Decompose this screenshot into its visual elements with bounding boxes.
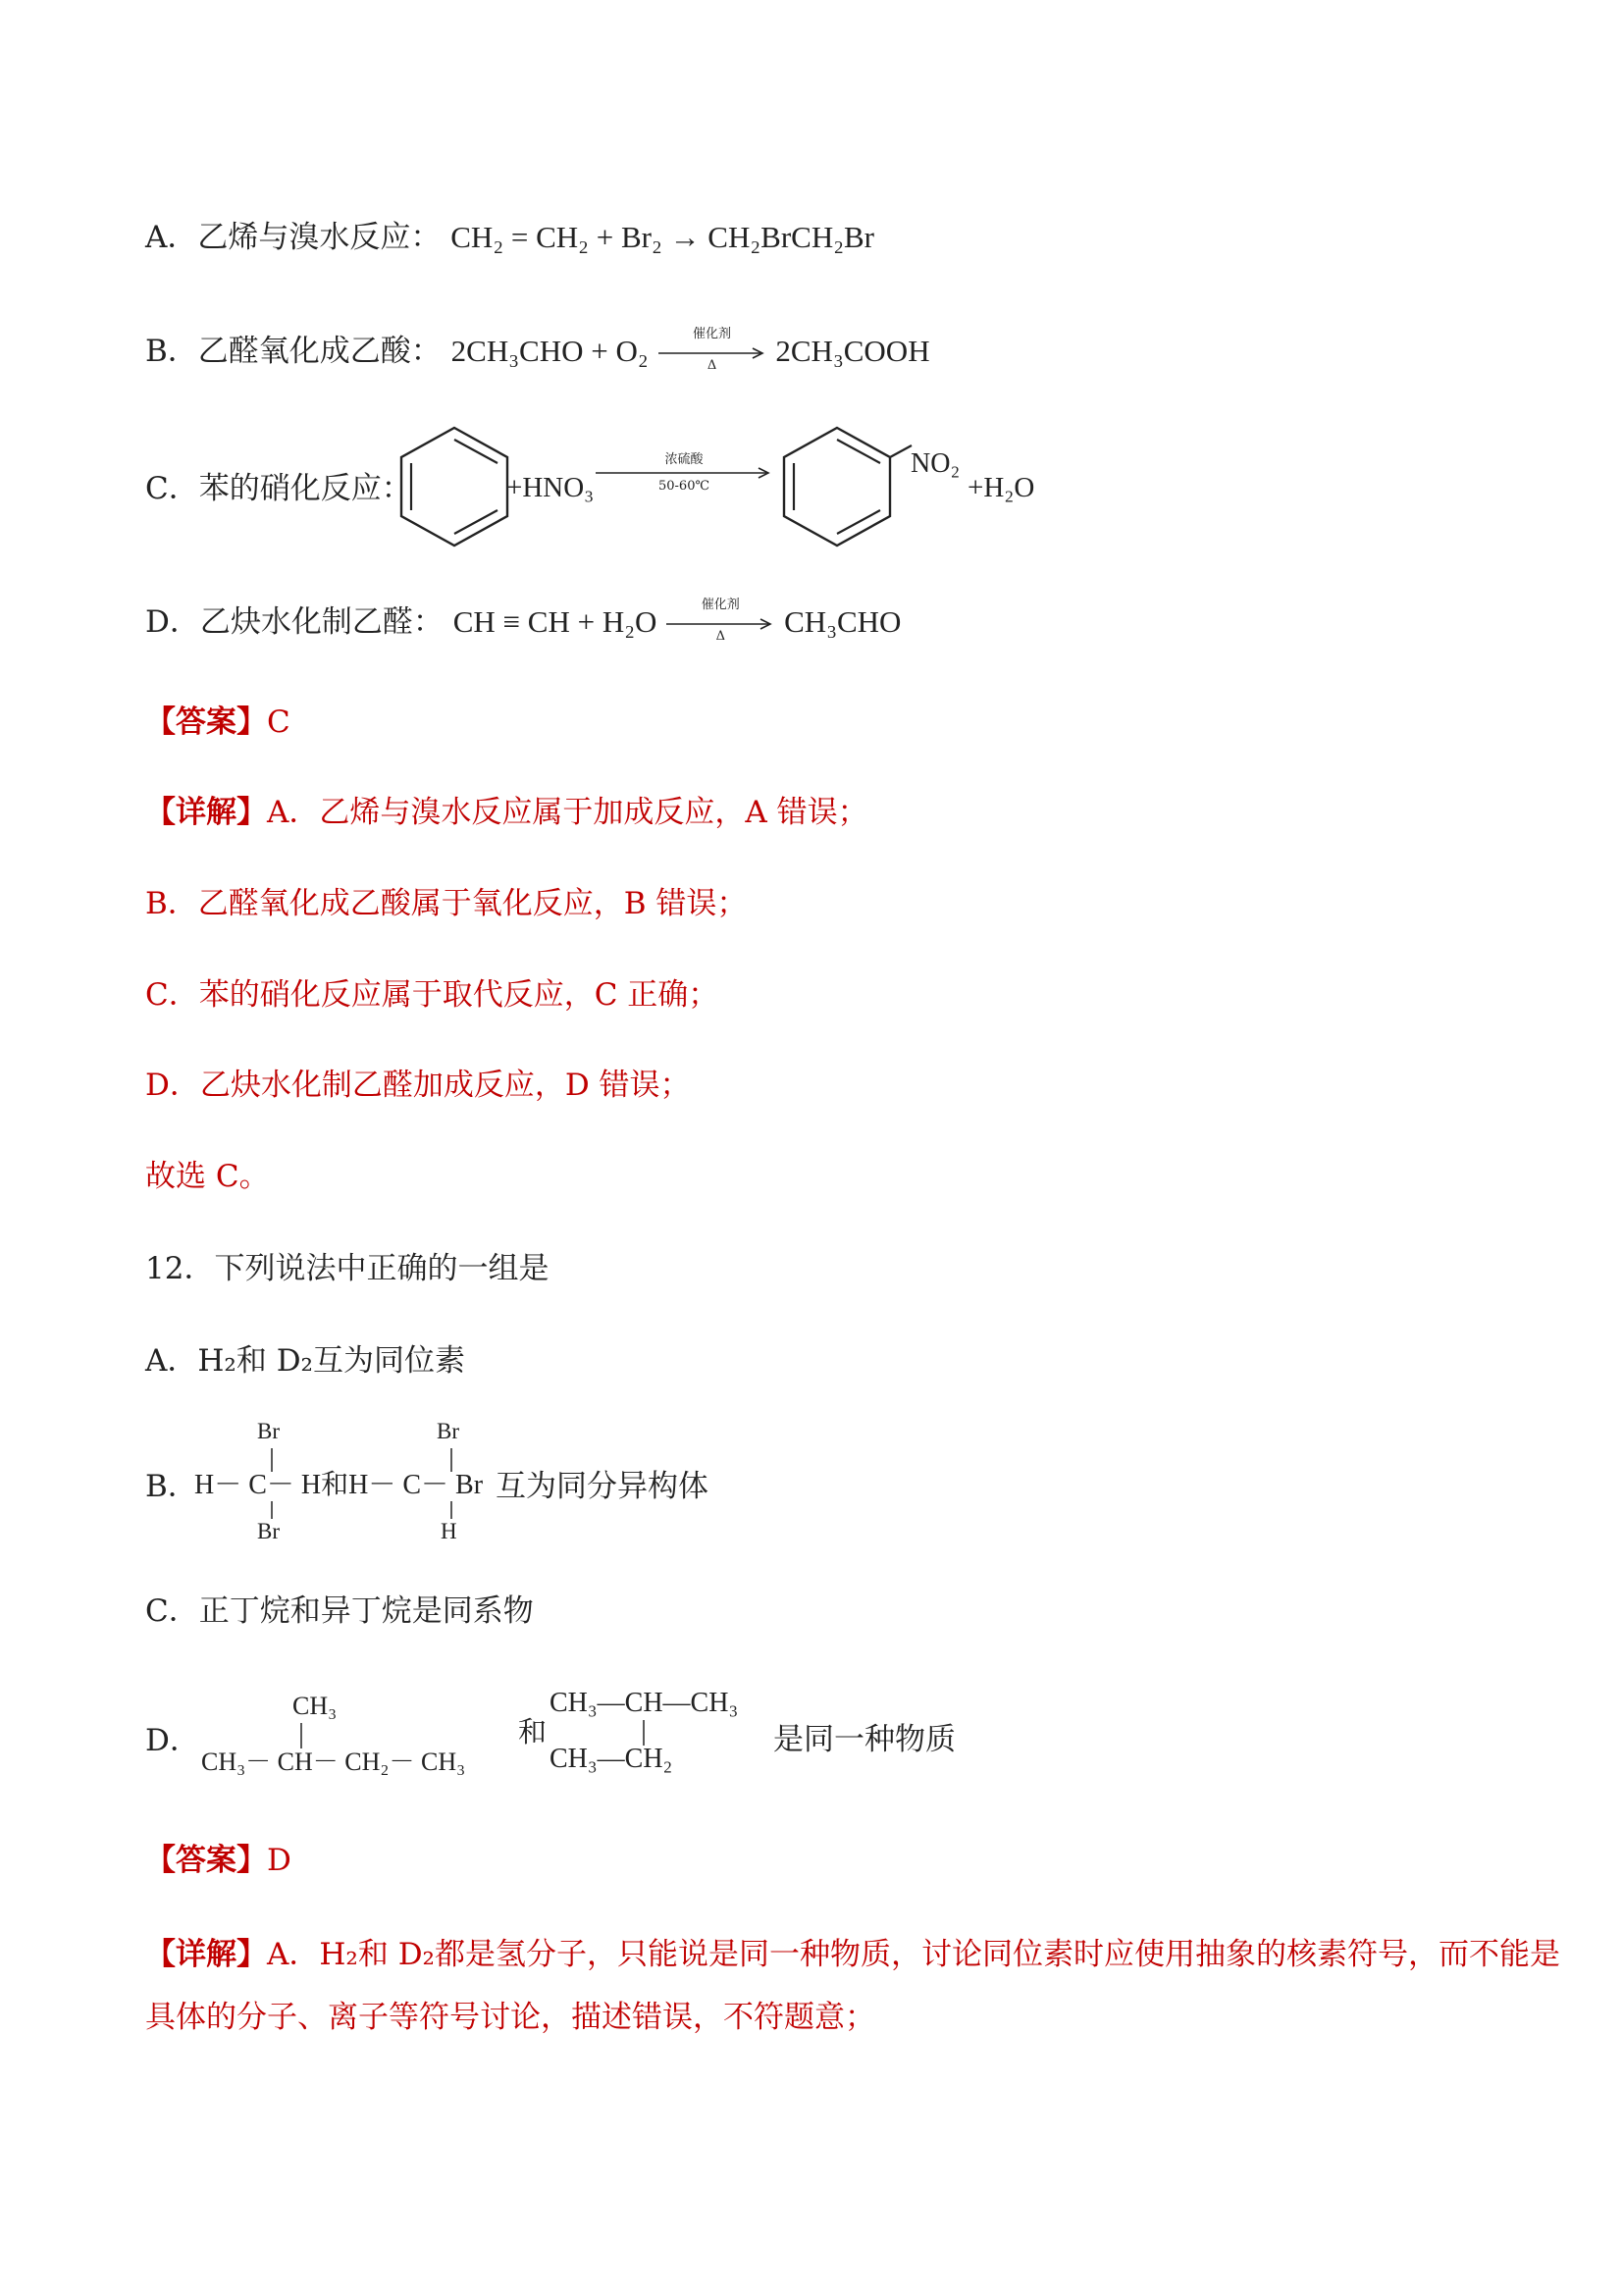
detail-11-b: B．乙醛氧化成乙酸属于氧化反应，B 错误； <box>145 886 748 921</box>
detail-12-a <box>145 1935 1560 1974</box>
detail-tag: 【详解】 <box>145 795 267 830</box>
option-a-equation: CH₂ = CH₂ + Br₂ → CH₂BrCH₂Br <box>450 220 875 254</box>
option-d-heat: Δ <box>715 628 725 644</box>
option-b-heat: Δ <box>707 357 717 373</box>
option-d-reactants: CH ≡ CH + H₂O <box>452 604 657 639</box>
question-12-option-c: C．正丁烷和异丁烷是同系物 <box>145 1593 534 1629</box>
option-b-top-sub-2: Br <box>437 1419 459 1443</box>
option-b-reactants: 2CH₃CHO + O₂ <box>450 334 649 368</box>
option-d-tail: 是同一种物质 <box>773 1722 956 1757</box>
answer-value: D <box>267 1843 291 1878</box>
option-b-bottom-sub-1: Br <box>257 1519 280 1543</box>
option-c-arrow <box>596 453 772 495</box>
option-d-and: 和 <box>518 1715 548 1748</box>
option-b-formulas: H－ C－ H和H－ C－ Br <box>194 1470 484 1500</box>
option-b <box>145 326 930 373</box>
option-d-ring-top: CH₃—CH—CH₃ <box>550 1688 739 1718</box>
nitric-acid: +HNO₃ <box>506 472 595 503</box>
option-b-label: B．乙醛氧化成乙酸： <box>145 334 442 369</box>
option-d-bonds <box>0 0 10 10</box>
option-d-label: D．乙炔水化制乙醛： <box>145 604 444 640</box>
option-b-bonds <box>0 0 393 118</box>
detail-text: A．乙烯与溴水反应属于加成反应，A 错误； <box>267 795 868 830</box>
question-12-stem: 12．下列说法中正确的一组是 <box>145 1251 550 1286</box>
arrow-icon <box>658 347 766 359</box>
option-c-catalyst: 浓硫酸 <box>664 452 704 467</box>
question-12-option-a: A．H₂和 D₂互为同位素 <box>145 1343 465 1379</box>
option-d-catalyst: 催化剂 <box>701 597 740 612</box>
detail-11-a <box>145 793 868 832</box>
detail-11-d: D．乙炔水化制乙醛加成反应，D 错误； <box>145 1068 691 1103</box>
detail-12-a-continued: 具体的分子、离子等符号讨论，描述错误，不符题意； <box>145 2000 875 2035</box>
detail-text: A．H₂和 D₂都是氢分子，只能说是同一种物质，讨论同位素时应使用抽象的核素符号，而不能是 <box>267 1937 1560 1972</box>
option-b-products: 2CH₃COOH <box>775 334 930 368</box>
option-d-methyl-branch: CH₃ <box>292 1692 338 1720</box>
detail-11-c: C．苯的硝化反应属于取代反应，C 正确； <box>145 977 719 1013</box>
arrow-icon <box>596 467 772 479</box>
benzene-ring-reactant <box>386 414 523 561</box>
option-c-label: C．苯的硝化反应： <box>145 471 412 506</box>
option-d-products: CH₃CHO <box>784 604 902 639</box>
option-b-catalyst: 催化剂 <box>693 326 732 341</box>
detail-tag: 【详解】 <box>145 1937 267 1972</box>
option-b-arrow <box>658 326 766 373</box>
answer-11 <box>145 703 290 742</box>
answer-12 <box>145 1841 291 1880</box>
arrow-icon <box>666 618 774 630</box>
conclusion-11: 故选 C。 <box>145 1159 270 1194</box>
answer-value: C <box>267 704 290 740</box>
question-12-option-d-label: D． <box>145 1723 200 1758</box>
nitro-group: NO₂ <box>911 448 961 479</box>
option-d-arrow <box>666 597 774 644</box>
answer-tag: 【答案】 <box>145 1843 267 1878</box>
option-b-tail: 互为同分异构体 <box>496 1469 708 1504</box>
option-d-ring-bottom: CH₃—CH₂ <box>550 1744 673 1774</box>
option-d <box>145 597 902 644</box>
question-12-option-b-label: B． <box>145 1469 198 1504</box>
option-c-temperature: 50-60℃ <box>657 479 710 494</box>
option-a <box>145 218 874 257</box>
water-product: +H₂O <box>968 472 1035 503</box>
option-a-label: A．乙烯与溴水反应： <box>145 220 442 255</box>
option-d-chain: CH₃－ CH－ CH₂－ CH₃ <box>201 1748 466 1776</box>
option-b-bottom-sub-2: H <box>441 1519 457 1543</box>
benzene-ring-product <box>768 414 916 561</box>
option-b-top-sub-1: Br <box>257 1419 280 1443</box>
answer-tag: 【答案】 <box>145 704 267 740</box>
